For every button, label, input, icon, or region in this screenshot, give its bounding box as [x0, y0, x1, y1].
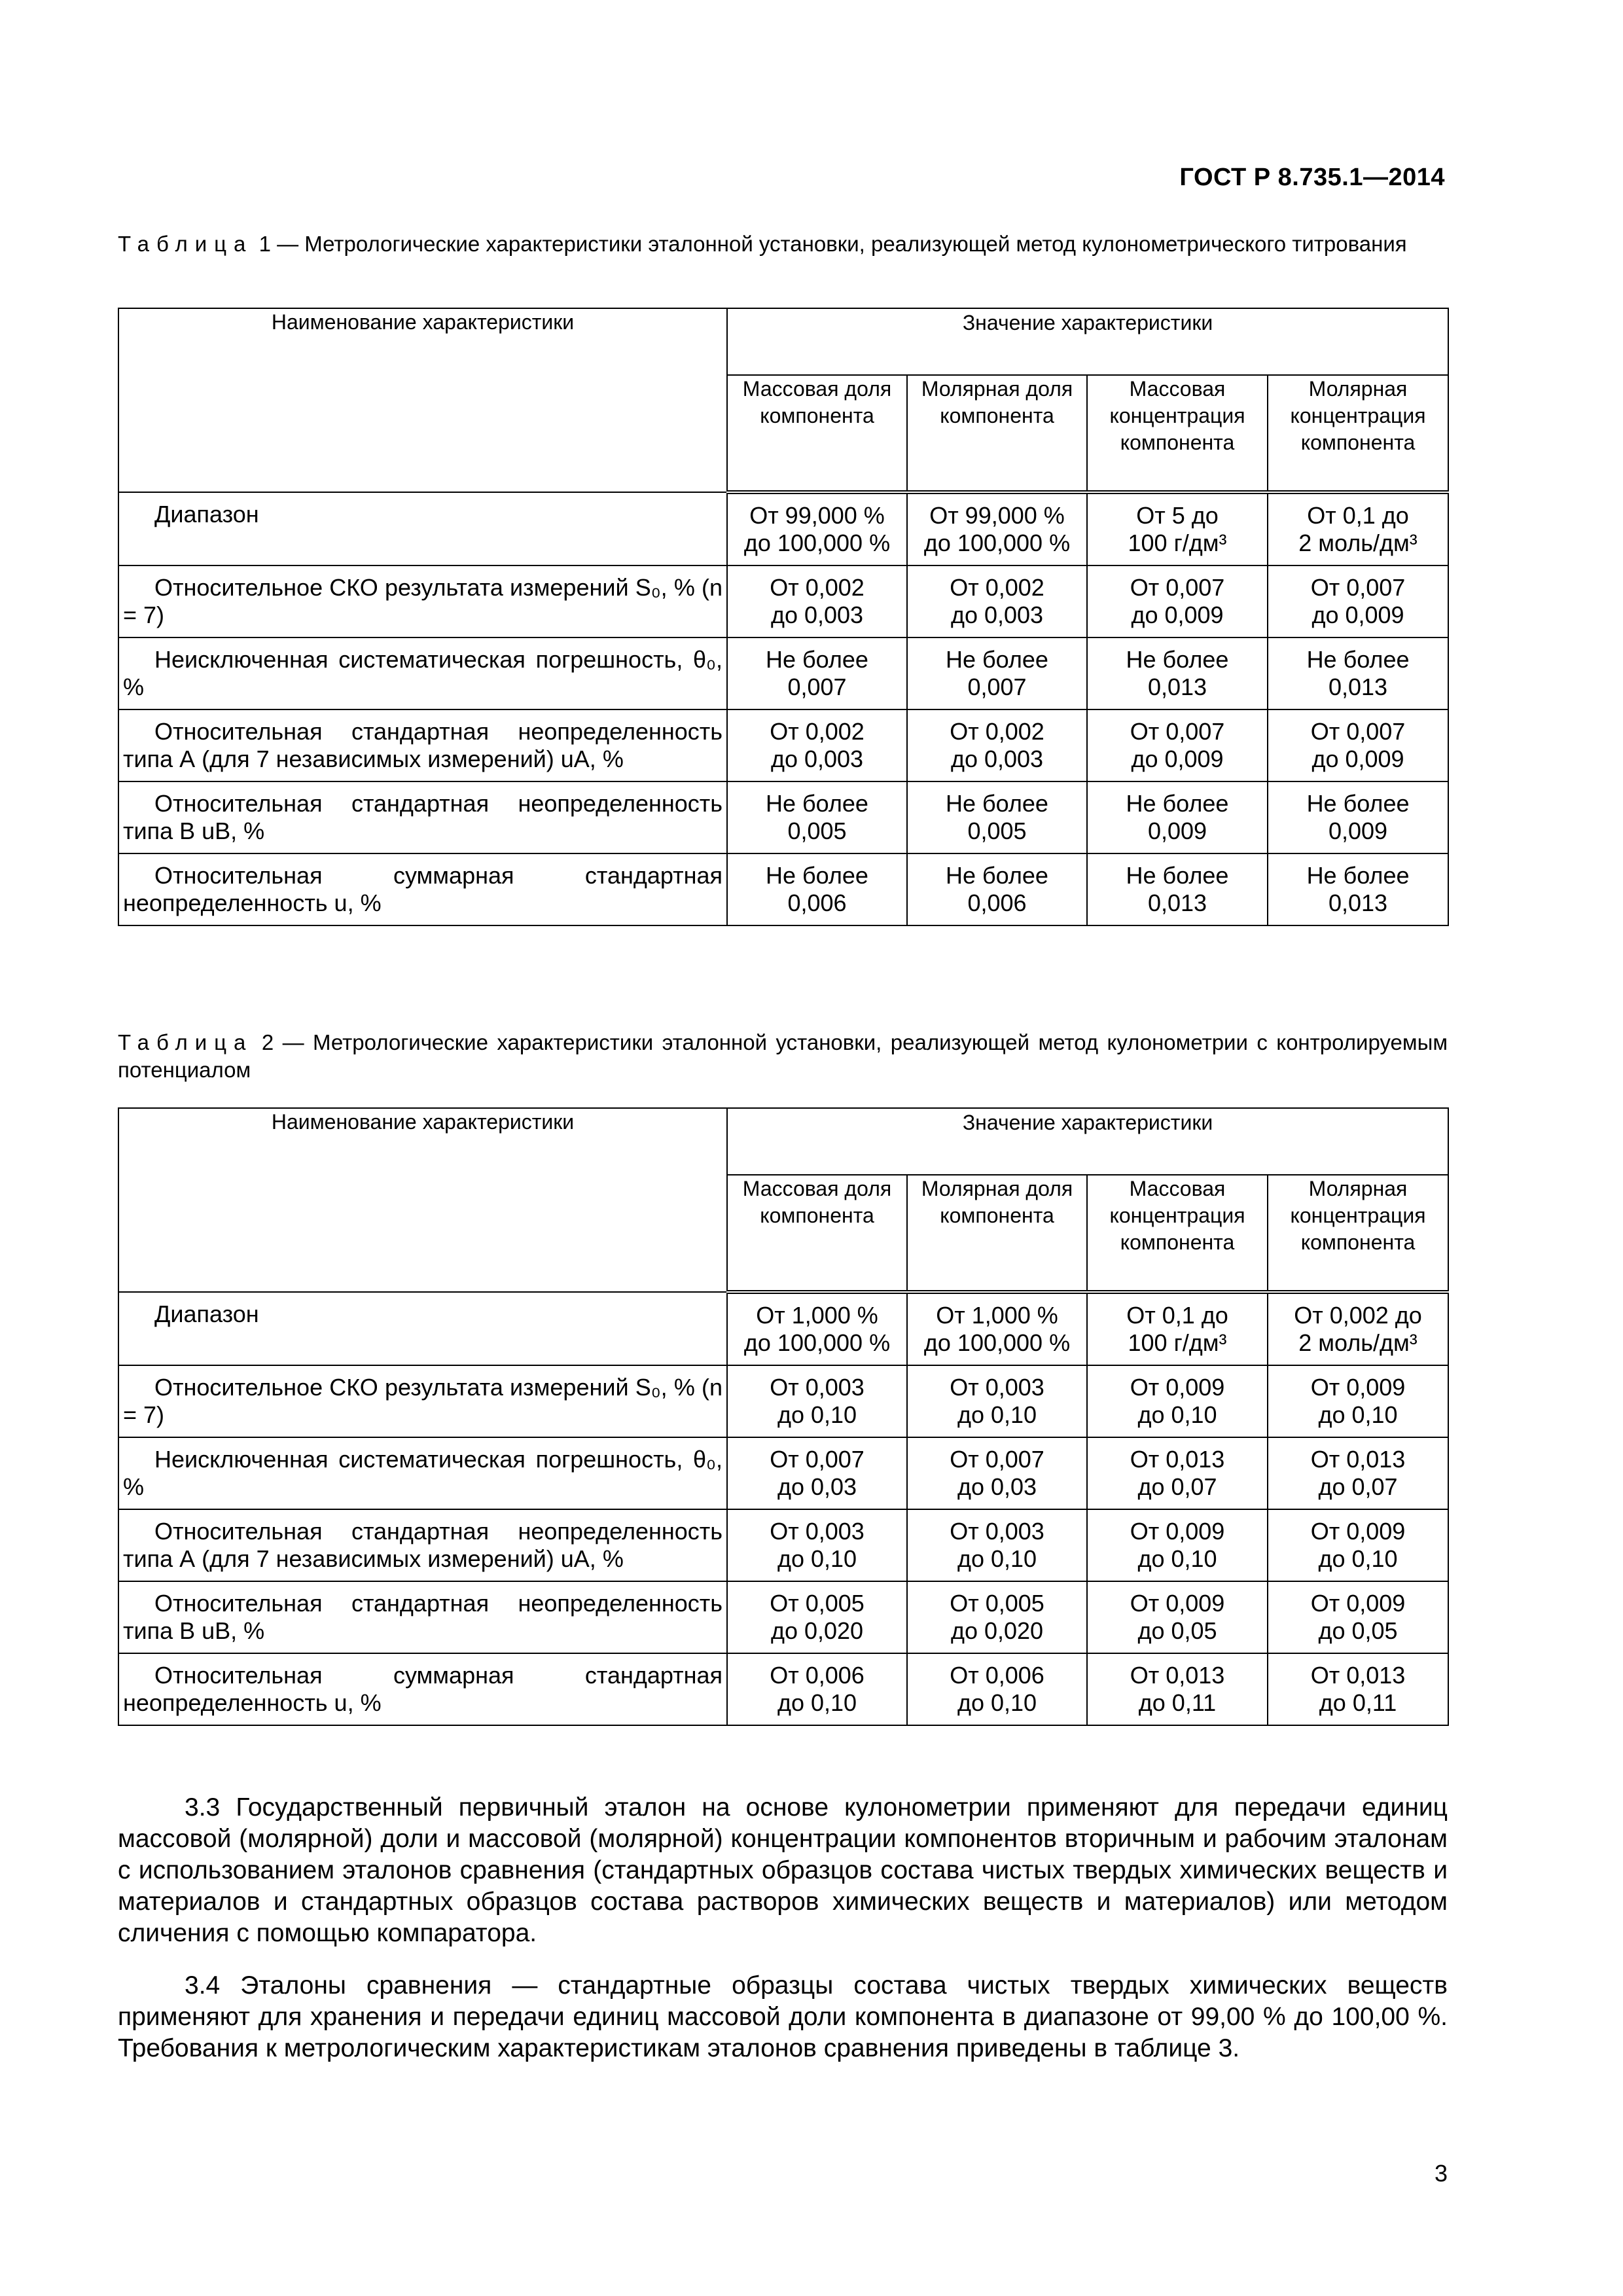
table1-header-col: Массовая концентрация компонента [1087, 375, 1268, 492]
table2-number: 2 [261, 1030, 274, 1054]
cell-value: От 0,002 до 0,003 [907, 565, 1087, 637]
cell-value: От 0,006 до 0,10 [907, 1653, 1087, 1725]
cell-value: Не более 0,005 [727, 781, 907, 853]
row-name: Диапазон [118, 492, 727, 565]
table-row [118, 565, 1448, 637]
cell-value: Не более 0,005 [907, 781, 1087, 853]
cell-value: Не более 0,006 [727, 853, 907, 925]
table2 [118, 1107, 1449, 1726]
cell-value: От 0,002 до 0,003 [727, 709, 907, 781]
row-name: Относительная стандартная неопределенность типа А (для 7 независимых измерений) uА, % [118, 709, 727, 781]
cell-value: От 0,009 до 0,10 [1087, 1365, 1268, 1437]
cell-value: От 0,1 до 2 моль/дм³ [1268, 492, 1448, 565]
table-row [118, 1437, 1448, 1509]
cell-value: От 0,006 до 0,10 [727, 1653, 907, 1725]
table1-caption-text: — Метрологические характеристики эталонной установки, реализующей метод кулонометрического титрования [270, 232, 1407, 256]
table1-header-col: Массовая доля компонента [727, 375, 907, 492]
table-row [118, 781, 1448, 853]
cell-value: Не более 0,009 [1268, 781, 1448, 853]
cell-value: От 0,005 до 0,020 [907, 1581, 1087, 1653]
cell-value: От 99,000 % до 100,000 % [907, 492, 1087, 565]
cell-value: От 0,007 до 0,009 [1268, 709, 1448, 781]
table1-header-col: Молярная концентрация компонента [1268, 375, 1448, 492]
table2-header-group: Значение характеристики [727, 1108, 1448, 1175]
cell-value: От 0,009 до 0,10 [1087, 1509, 1268, 1581]
row-name: Диапазон [118, 1292, 727, 1365]
row-name: Относительная суммарная стандартная неопределенность u, % [118, 1653, 727, 1725]
cell-value: Не более 0,006 [907, 853, 1087, 925]
cell-value: От 0,003 до 0,10 [907, 1365, 1087, 1437]
table1-label: Таблица [118, 232, 253, 256]
table-row [118, 637, 1448, 709]
cell-value: От 0,013 до 0,11 [1087, 1653, 1268, 1725]
cell-value: От 0,007 до 0,03 [907, 1437, 1087, 1509]
cell-value: От 1,000 % до 100,000 % [727, 1292, 907, 1365]
table2-header-col: Молярная доля компонента [907, 1175, 1087, 1292]
document-id: ГОСТ Р 8.735.1—2014 [1179, 164, 1445, 191]
cell-value: От 0,009 до 0,10 [1268, 1509, 1448, 1581]
cell-value: Не более 0,013 [1087, 853, 1268, 925]
cell-value: От 0,009 до 0,10 [1268, 1365, 1448, 1437]
cell-value: От 0,009 до 0,05 [1268, 1581, 1448, 1653]
cell-value: Не более 0,013 [1268, 853, 1448, 925]
table1-number: 1 [259, 232, 271, 256]
table2-header-col: Массовая концентрация компонента [1087, 1175, 1268, 1292]
table2-caption-text: — Метрологические характеристики эталонной установки, реализующей метод кулонометрии с контролируемым потенциалом [118, 1030, 1448, 1082]
cell-value: От 0,013 до 0,07 [1087, 1437, 1268, 1509]
cell-value: Не более 0,007 [727, 637, 907, 709]
table-row [118, 1653, 1448, 1725]
cell-value: От 0,007 до 0,03 [727, 1437, 907, 1509]
paragraph-3-3: 3.3 Государственный первичный эталон на основе кулонометрии применяют для передачи единиц массовой (молярной) доли и массовой (молярной) концентрации компонентов вторичным и рабочим эталонам с использованием эталонов сравнения (стандартных образцов состава чистых твердых химических веществ и материалов и стандартных образцов состава растворов химических веществ и материалов) или методом сличения с помощью компаратора. [118, 1793, 1448, 1947]
cell-value: От 0,007 до 0,009 [1087, 565, 1268, 637]
table2-header-col: Молярная концентрация компонента [1268, 1175, 1448, 1292]
cell-value: От 1,000 % до 100,000 % [907, 1292, 1087, 1365]
row-name: Относительная стандартная неопределенность типа В uВ, % [118, 781, 727, 853]
row-name: Относительная стандартная неопределенность типа В uВ, % [118, 1581, 727, 1653]
table-row [118, 1292, 1448, 1365]
page-number: 3 [1434, 2160, 1448, 2187]
table2-header-name: Наименование характеристики [118, 1108, 727, 1292]
cell-value: От 0,003 до 0,10 [727, 1509, 907, 1581]
cell-value: От 0,013 до 0,11 [1268, 1653, 1448, 1725]
row-name: Относительная стандартная неопределенность типа А (для 7 независимых измерений) uА, % [118, 1509, 727, 1581]
cell-value: От 0,003 до 0,10 [727, 1365, 907, 1437]
table-row [118, 709, 1448, 781]
cell-value: Не более 0,007 [907, 637, 1087, 709]
cell-value: Не более 0,013 [1087, 637, 1268, 709]
table-row [118, 1581, 1448, 1653]
cell-value: От 5 до 100 г/дм³ [1087, 492, 1268, 565]
table-row [118, 492, 1448, 565]
cell-value: От 0,002 до 2 моль/дм³ [1268, 1292, 1448, 1365]
table2-header-col: Массовая доля компонента [727, 1175, 907, 1292]
cell-value: От 0,1 до 100 г/дм³ [1087, 1292, 1268, 1365]
cell-value: От 0,007 до 0,009 [1268, 565, 1448, 637]
table1-header-name: Наименование характеристики [118, 308, 727, 492]
table1-header-col: Молярная доля компонента [907, 375, 1087, 492]
table2-caption [118, 1029, 1448, 1084]
cell-value: От 0,013 до 0,07 [1268, 1437, 1448, 1509]
cell-value: От 0,005 до 0,020 [727, 1581, 907, 1653]
row-name: Неисключенная систематическая погрешность, θ₀, % [118, 1437, 727, 1509]
row-name: Неисключенная систематическая погрешность, θ₀, % [118, 637, 727, 709]
table-row [118, 1365, 1448, 1437]
row-name: Относительное СКО результата измерений S₀, % (n = 7) [118, 1365, 727, 1437]
cell-value: Не более 0,013 [1268, 637, 1448, 709]
cell-value: От 0,003 до 0,10 [907, 1509, 1087, 1581]
table1 [118, 308, 1449, 926]
table1-caption [118, 230, 1448, 258]
cell-value: Не более 0,009 [1087, 781, 1268, 853]
table1-header-group: Значение характеристики [727, 308, 1448, 375]
cell-value: От 0,002 до 0,003 [907, 709, 1087, 781]
table-row [118, 1509, 1448, 1581]
row-name: Относительная суммарная стандартная неопределенность u, % [118, 853, 727, 925]
cell-value: От 0,007 до 0,009 [1087, 709, 1268, 781]
table-row [118, 853, 1448, 925]
cell-value: От 0,002 до 0,003 [727, 565, 907, 637]
cell-value: От 99,000 % до 100,000 % [727, 492, 907, 565]
cell-value: От 0,009 до 0,05 [1087, 1581, 1268, 1653]
row-name: Относительное СКО результата измерений S₀, % (n = 7) [118, 565, 727, 637]
table2-label: Таблица [118, 1030, 253, 1054]
paragraph-3-4: 3.4 Эталоны сравнения — стандартные образцы состава чистых твердых химических веществ применяют для хранения и передачи единиц массовой доли компонента в диапазоне от 99,00 % до 100,00 %. Требования к метрологическим характеристикам эталонов сравнения приведены в таблице 3. [118, 1971, 1448, 2062]
